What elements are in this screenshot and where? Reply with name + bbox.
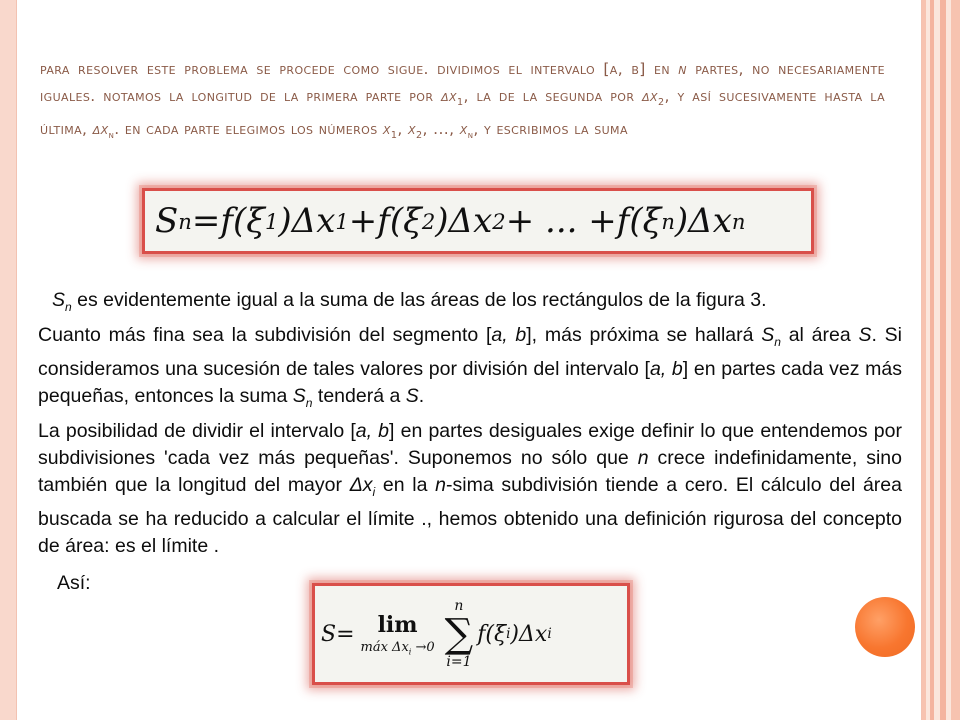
intro-paragraph: para resolver este problema se procede como sigue. dividimos el intervalo [a, b] en n partes, no necesariamente iguales. notamos la longitud de la primera parte por $\delta x_1$, la de la segunda por $\delta x_2$, y así sucesivamente hasta la última, $\delta x_n$. en cada parte elegimos los números $x_1$, $x_2$, ..., $x_n$, y escribimos la suma (40, 60, 886, 142)
limit-operator: lim máx $\Delta x_i \to 0$ (360, 611, 435, 657)
paragraph-limit-definition: La posibilidad de dividir el intervalo [a, b] en partes desiguales exige definir lo que entendemos por subdivisiones 'cada vez más pequeñas'. Suponemos no sólo que n crece indefinidamente, sino también que la longitud del mayor $\Delta x_i$ en la n-sima subdivisión tiende a cero. El cálculo del área buscada se ha reducido a calcular el límite ., hemos obtenido una definición rigurosa del concepto de área: es el límite . (38, 420, 902, 557)
decorative-side-stripes (920, 0, 960, 720)
summation-operator: n ∑ i=1 (444, 598, 474, 670)
paragraph-asi: Así: (57, 572, 91, 594)
area-limit-formula: S = lim máx $\Delta x_i \to 0$ n ∑ i=1 f(ξ i )Δx i (312, 583, 630, 685)
paragraph-sn-area: $S_n$ es evidentemente igual a la suma de las áreas de los rectángulos de la figura 3. (52, 289, 767, 314)
paragraph-subdivision: Cuanto más fina sea la subdivisión del segmento [a, b], más próxima se hallará $S_n$ al área S. Si consideramos una sucesión de tales valores por división del intervalo [a, b] en partes cada vez más pequeñas, entonces la suma $S_n$ tenderá a S. (38, 324, 902, 410)
interval-ab: [a, b] (603, 60, 646, 78)
riemann-sum-formula: S n = f(ξ 1 )Δx 1 + f(ξ 2 )Δx 2 + ... + f(ξ n )Δx n (142, 188, 814, 254)
orange-circle-decoration (855, 597, 915, 657)
